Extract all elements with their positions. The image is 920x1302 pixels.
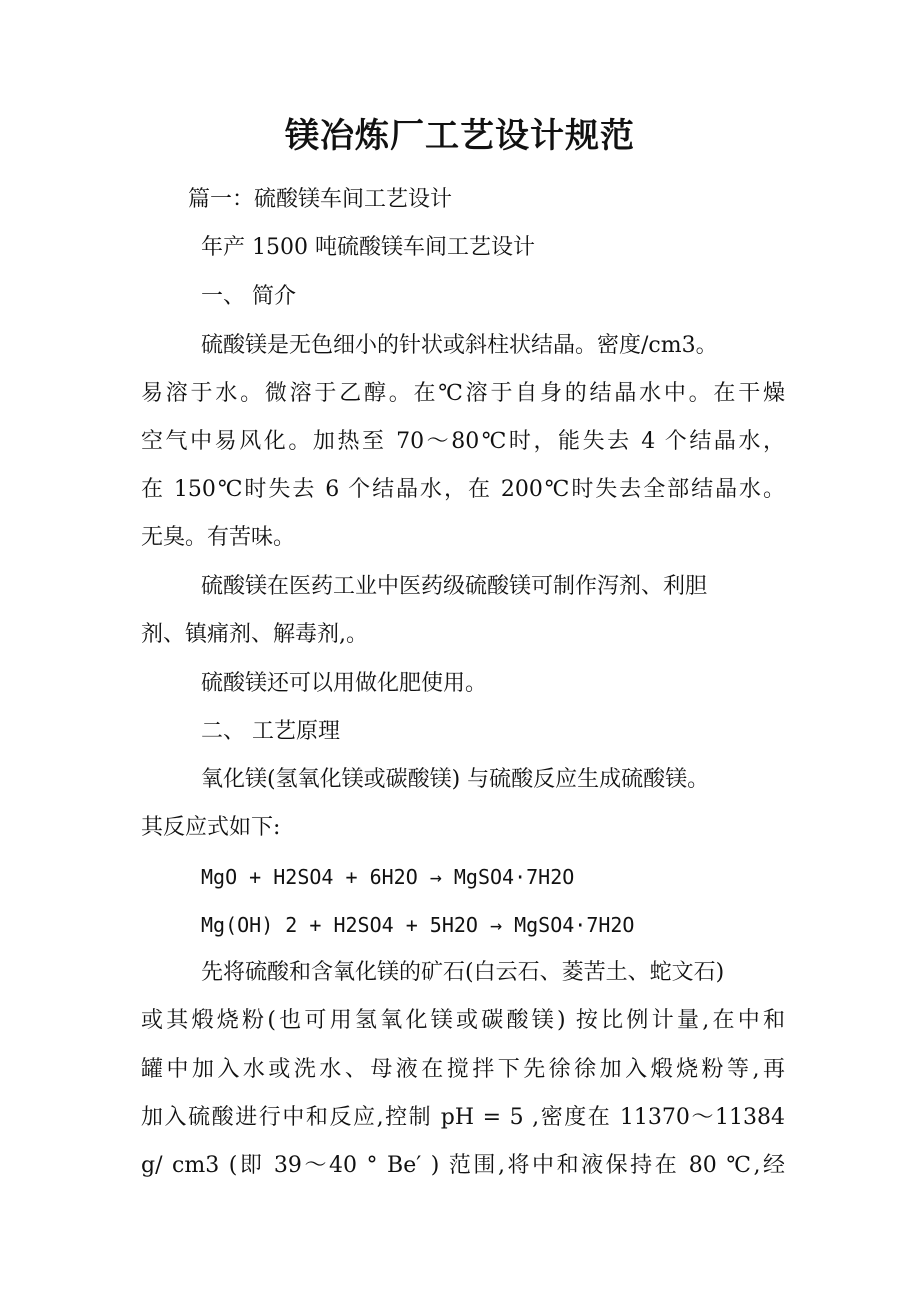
paragraph-line: 易溶于水。微溶于乙醇。在℃溶于自身的结晶水中。在干燥: [141, 381, 785, 406]
paragraph-line: 加入硫酸进行中和反应,控制 pH = 5 ,密度在 11370～11384: [141, 1105, 785, 1130]
paragraph-line: 其反应式如下:: [141, 815, 281, 840]
paragraph-line: 氧化镁(氢氧化镁或碳酸镁) 与硫酸反应生成硫酸镁。: [201, 767, 710, 792]
paragraph-line: g/ cm3 (即 39～40 ° Be′ ) 范围,将中和液保持在 80 ℃,经: [141, 1153, 785, 1178]
chemical-equation: MgO + H2SO4 + 6H2O → MgSO4·7H2O: [201, 865, 575, 889]
paragraph-line: 硫酸镁是无色细小的针状或斜柱状结晶。密度/cm3。: [201, 333, 718, 358]
paragraph-line: 或其煅烧粉(也可用氢氧化镁或碳酸镁) 按比例计量,在中和: [141, 1008, 785, 1033]
subtitle: 年产 1500 吨硫酸镁车间工艺设计: [201, 235, 535, 260]
paragraph-line: 硫酸镁在医药工业中医药级硫酸镁可制作泻剂、利胆: [201, 574, 708, 599]
chemical-equation: Mg(OH) 2 + H2SO4 + 5H2O → MgSO4·7H2O: [201, 913, 635, 937]
paragraph-line: 硫酸镁还可以用做化肥使用。: [201, 671, 488, 696]
document-title: 镁冶炼厂工艺设计规范: [285, 116, 635, 156]
paragraph-line: 在 150℃时失去 6 个结晶水，在 200℃时失去全部结晶水。: [141, 477, 785, 502]
paragraph-line: 先将硫酸和含氧化镁的矿石(白云石、菱苦土、蛇文石): [201, 960, 725, 985]
paragraph-line: 罐中加入水或洗水、母液在搅拌下先徐徐加入煅烧粉等,再: [141, 1057, 785, 1082]
paragraph-line: 无臭。有苦味。: [141, 525, 296, 550]
section-heading: 一、 简介: [201, 284, 296, 309]
paragraph-line: 剂、镇痛剂、解毒剂,。: [141, 622, 368, 647]
section-heading: 篇一：硫酸镁车间工艺设计: [188, 187, 453, 212]
paragraph-line: 空气中易风化。加热至 70～80℃时，能失去 4 个结晶水，: [141, 429, 785, 454]
section-heading: 二、 工艺原理: [201, 719, 340, 744]
